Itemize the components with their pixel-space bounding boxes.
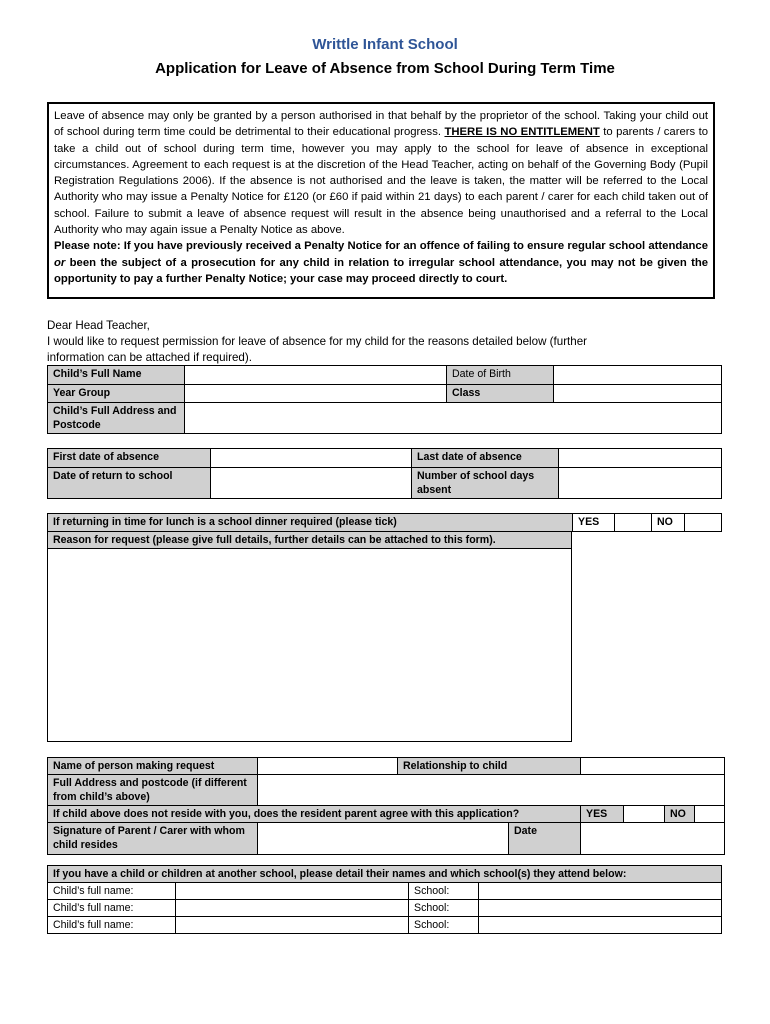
resident-parent-question: If child above does not reside with you, does the resident parent agree with this application? [48, 806, 581, 823]
requester-address-label: Full Address and postcode (if different from child’s above) [48, 775, 258, 806]
reason-for-request-field[interactable] [48, 549, 572, 742]
no-entitlement-text: THERE IS NO ENTITLEMENT [444, 126, 600, 139]
last-date-of-absence-field[interactable] [559, 449, 722, 468]
child-address-label: Child’s Full Address and Postcode [48, 403, 185, 434]
form-title: Application for Leave of Absence from School During Term Time [155, 60, 615, 77]
absence-dates-table [47, 448, 722, 499]
school-days-absent-label: Number of school days absent [412, 468, 559, 499]
reason-table [47, 531, 572, 742]
sibling-school-label: School: [409, 900, 479, 917]
letter-line-1: I would like to request permission for leave of absence for my child for the reasons detailed below (further [47, 335, 588, 348]
sibling-name-label: Child’s full name: [48, 900, 176, 917]
year-group-field[interactable] [185, 385, 447, 403]
last-date-of-absence-label: Last date of absence [412, 449, 559, 468]
relationship-to-child-label: Relationship to child [398, 758, 581, 775]
sibling-name-field[interactable] [176, 883, 409, 900]
letter-intro [47, 318, 727, 366]
date-of-return-label: Date of return to school [48, 468, 211, 499]
resident-no-checkbox[interactable] [695, 806, 725, 823]
dinner-yes-checkbox[interactable] [615, 514, 652, 532]
requester-name-field[interactable] [258, 758, 398, 775]
please-note-or: or [54, 256, 66, 269]
siblings-table [47, 865, 722, 934]
sibling-name-field[interactable] [176, 900, 409, 917]
sibling-name-field[interactable] [176, 917, 409, 934]
sibling-school-field[interactable] [479, 883, 722, 900]
class-label: Class [447, 385, 554, 403]
date-of-birth-label: Date of Birth [447, 366, 554, 385]
reason-for-request-label: Reason for request (please give full details, further details can be attached to this form). [48, 532, 572, 549]
sibling-school-field[interactable] [479, 917, 722, 934]
requester-table [47, 757, 725, 855]
signature-label: Signature of Parent / Carer with whom child resides [48, 823, 258, 855]
resident-yes-checkbox[interactable] [624, 806, 665, 823]
child-address-field[interactable] [185, 403, 722, 434]
requester-name-label: Name of person making request [48, 758, 258, 775]
resident-yes-label: YES [581, 806, 624, 823]
notice-paragraph-1: Leave of absence may only be granted by a person authorised in that behalf by the proprietor of the school. [54, 110, 601, 122]
sibling-name-label: Child’s full name: [48, 917, 176, 934]
leave-of-absence-notice [47, 102, 715, 299]
sibling-school-label: School: [409, 917, 479, 934]
school-dinner-question: If returning in time for lunch is a school dinner required (please tick) [48, 514, 573, 532]
first-date-of-absence-label: First date of absence [48, 449, 211, 468]
siblings-header: If you have a child or children at another school, please detail their names and which school(s) they attend below: [48, 866, 722, 883]
signature-date-label: Date [509, 823, 581, 855]
dinner-yes-label: YES [573, 514, 615, 532]
school-dinner-table [47, 513, 722, 532]
please-note-text-b: been the subject of a prosecution for any child in relation to irregular school attendance, you may not be given the opportunity to pay a further Penalty Notice; your case may proceed directly to court. [54, 256, 709, 285]
school-name: Writtle Infant School [312, 36, 458, 53]
dinner-no-label: NO [652, 514, 685, 532]
date-of-return-field[interactable] [211, 468, 412, 499]
letter-line-2: information can be attached if required). [47, 351, 252, 364]
relationship-to-child-field[interactable] [581, 758, 725, 775]
salutation: Dear Head Teacher, [47, 319, 150, 332]
child-full-name-field[interactable] [185, 366, 447, 385]
date-of-birth-field[interactable] [554, 366, 722, 385]
sibling-school-label: School: [409, 883, 479, 900]
notice-paragraph-2-start: Taking your child out of school during term time could be detrimental to their educational progress. [54, 110, 708, 139]
resident-no-label: NO [665, 806, 695, 823]
signature-field[interactable] [258, 823, 509, 855]
signature-date-field[interactable] [581, 823, 725, 855]
first-date-of-absence-field[interactable] [211, 449, 412, 468]
requester-address-field[interactable] [258, 775, 725, 806]
dinner-no-checkbox[interactable] [685, 514, 722, 532]
class-field[interactable] [554, 385, 722, 403]
notice-paragraph-2-rest: to parents / carers to take a child out of school during term time, however you may apply to the school for leave of absence in exceptional circumstances. Agreement to each request is at the discretion of the Head Teacher, acting on behalf of the Governing Body (Pupil Registration Regulations 2006). If the absence is not authorised and the leave is taken, the matter will be referred to the Local Authority who may issue a Penalty Notice for £120 (or £60 if paid within 21 days) to each parent / carer for each child taken out of school. Failure to submit a leave of absence request will result in the absence being unauthorised and a referral to the Local Authority who may again issue a Penalty Notice as above. [54, 126, 709, 237]
child-full-name-label: Child’s Full Name [48, 366, 185, 385]
please-note-text-a: Please note: If you have previously received a Penalty Notice for an offence of failing to ensure regular school attendance [54, 240, 708, 253]
sibling-school-field[interactable] [479, 900, 722, 917]
school-days-absent-field[interactable] [559, 468, 722, 499]
sibling-name-label: Child’s full name: [48, 883, 176, 900]
child-details-table [47, 365, 722, 434]
year-group-label: Year Group [48, 385, 185, 403]
